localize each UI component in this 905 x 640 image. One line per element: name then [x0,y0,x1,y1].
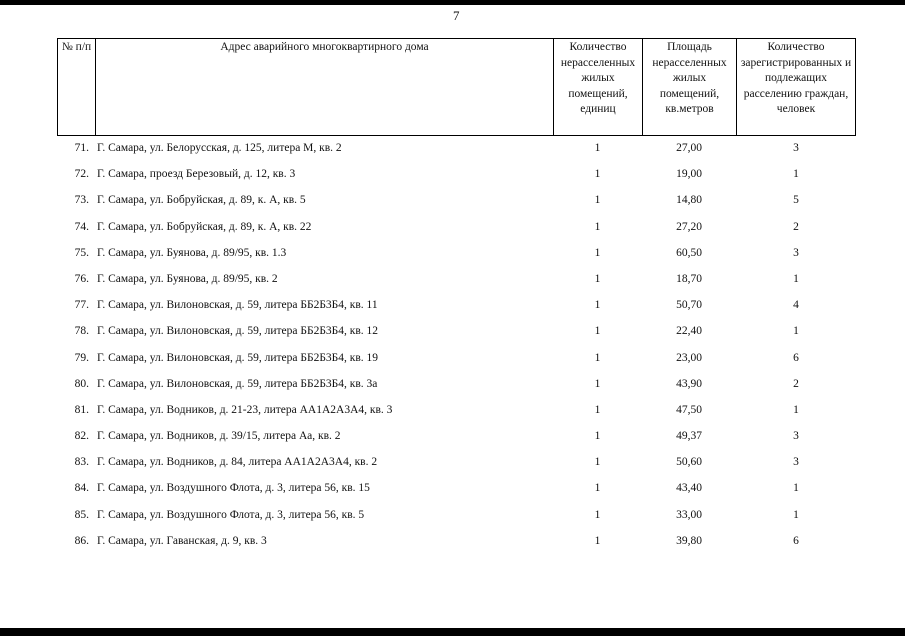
row-people: 3 [793,142,799,154]
row-people: 6 [793,351,799,364]
table-row [0,535,905,561]
table-row [0,168,905,194]
row-address: Г. Самара, ул. Буянова, д. 89/95, кв. 2 [97,272,278,285]
row-area: 22,40 [676,325,702,338]
row-address: Г. Самара, ул. Водников, д. 84, литера АА1А2А3А4, кв. 2 [97,456,378,469]
row-rooms: 1 [594,534,601,547]
row-rooms: 1 [594,142,601,154]
row-address: Г. Самара, ул. Буянова, д. 89/95, кв. 1.3 [97,246,287,259]
row-address: Г. Самара, ул. Гаванская, д. 9, кв. 3 [97,534,267,547]
table-row [0,352,905,378]
row-area: 33,00 [676,508,702,521]
row-address: Г. Самара, ул. Бобруйская, д. 89, к. А, кв. 22 [97,220,312,233]
table-row [0,299,905,325]
row-rooms: 1 [594,194,601,207]
table-row [0,509,905,535]
row-address: Г. Самара, проезд Березовый, д. 12, кв. 3 [97,168,296,181]
row-area: 49,37 [676,430,702,443]
header-rooms [553,38,642,136]
row-people: 6 [793,534,799,547]
row-number: 74. [74,220,89,233]
table-row [0,456,905,482]
header-people [736,38,856,136]
header-people-label: Количество зарегистрированных и подлежащих расселению граждан, человек [740,41,852,115]
header-num-label: № п/п [61,41,92,53]
header-address [95,38,553,136]
bottom-border [0,628,905,636]
row-people: 1 [793,403,799,416]
table-row [0,325,905,351]
row-rooms: 1 [594,377,601,390]
row-rooms: 1 [594,220,601,233]
header-rooms-label: Количество нерасселенных жилых помещений, единиц [560,41,636,115]
row-number: 82. [74,430,89,443]
row-area: 23,00 [676,351,702,364]
row-people: 2 [793,220,799,233]
header-address-label: Адрес аварийного многоквартирного дома [220,41,429,53]
row-people: 1 [793,168,799,181]
row-area: 14,80 [676,194,702,207]
row-people: 1 [793,508,799,521]
row-address: Г. Самара, ул. Воздушного Флота, д. 3, литера 56, кв. 5 [97,508,365,521]
table-row [0,247,905,273]
row-area: 47,50 [676,403,702,416]
row-area: 50,60 [676,456,702,469]
row-rooms: 1 [594,508,601,521]
row-number: 80. [74,377,89,390]
top-border [0,0,905,5]
table-row [0,430,905,456]
row-people: 3 [793,430,799,443]
row-number: 72. [74,168,89,181]
row-number: 73. [74,194,89,207]
row-address: Г. Самара, ул. Вилоновская, д. 59, литера ББ2Б3Б4, кв. 11 [97,299,378,312]
row-rooms: 1 [594,351,601,364]
row-rooms: 1 [594,430,601,443]
row-rooms: 1 [594,403,601,416]
row-number: 71. [74,142,89,154]
row-people: 1 [793,325,799,338]
row-area: 18,70 [676,272,702,285]
row-rooms: 1 [594,456,601,469]
row-area: 43,90 [676,377,702,390]
row-rooms: 1 [594,168,601,181]
row-area: 43,40 [676,482,702,495]
row-address: Г. Самара, ул. Вилоновская, д. 59, литера ББ2Б3Б4, кв. 12 [97,325,379,338]
row-number: 81. [74,403,89,416]
row-number: 79. [74,351,89,364]
row-address: Г. Самара, ул. Воздушного Флота, д. 3, литера 56, кв. 15 [97,482,370,495]
row-people: 3 [793,456,799,469]
row-number: 86. [74,534,89,547]
row-area: 27,00 [676,142,702,154]
row-area: 60,50 [676,246,702,259]
table-row [0,378,905,404]
row-rooms: 1 [594,246,601,259]
row-address: Г. Самара, ул. Водников, д. 21-23, литера АА1А2А3А4, кв. 3 [97,403,393,416]
row-number: 83. [74,456,89,469]
row-rooms: 1 [594,272,601,285]
page-number: 7 [453,8,460,23]
table-body [0,142,905,561]
row-people: 2 [793,377,799,390]
header-num [57,38,95,136]
row-people: 1 [793,482,799,495]
table-row [0,482,905,508]
row-address: Г. Самара, ул. Водников, д. 39/15, литера Аа, кв. 2 [97,430,341,443]
row-rooms: 1 [594,482,601,495]
row-area: 39,80 [676,534,702,547]
row-address: Г. Самара, ул. Белорусская, д. 125, литера М, кв. 2 [97,142,342,154]
row-address: Г. Самара, ул. Вилоновская, д. 59, литера ББ2Б3Б4, кв. 3а [97,377,378,390]
row-address: Г. Самара, ул. Вилоновская, д. 59, литера ББ2Б3Б4, кв. 19 [97,351,379,364]
row-area: 27,20 [676,220,702,233]
row-rooms: 1 [594,325,601,338]
table-row [0,404,905,430]
row-number: 84. [74,482,89,495]
row-number: 78. [74,325,89,338]
row-area: 19,00 [676,168,702,181]
row-number: 76. [74,272,89,285]
header-area [642,38,736,136]
row-people: 5 [793,194,799,207]
table-row [0,142,905,168]
table-row [0,273,905,299]
row-number: 77. [74,299,89,312]
row-people: 3 [793,246,799,259]
table-row [0,194,905,220]
row-people: 1 [793,272,799,285]
row-area: 50,70 [676,299,702,312]
row-number: 75. [74,246,89,259]
row-address: Г. Самара, ул. Бобруйская, д. 89, к. А, кв. 5 [97,194,306,207]
header-area-label: Площадь нерасселенных жилых помещений, кв.метров [652,41,727,115]
row-people: 4 [793,299,799,312]
row-number: 85. [74,508,89,521]
table-row [0,221,905,247]
row-rooms: 1 [594,299,601,312]
